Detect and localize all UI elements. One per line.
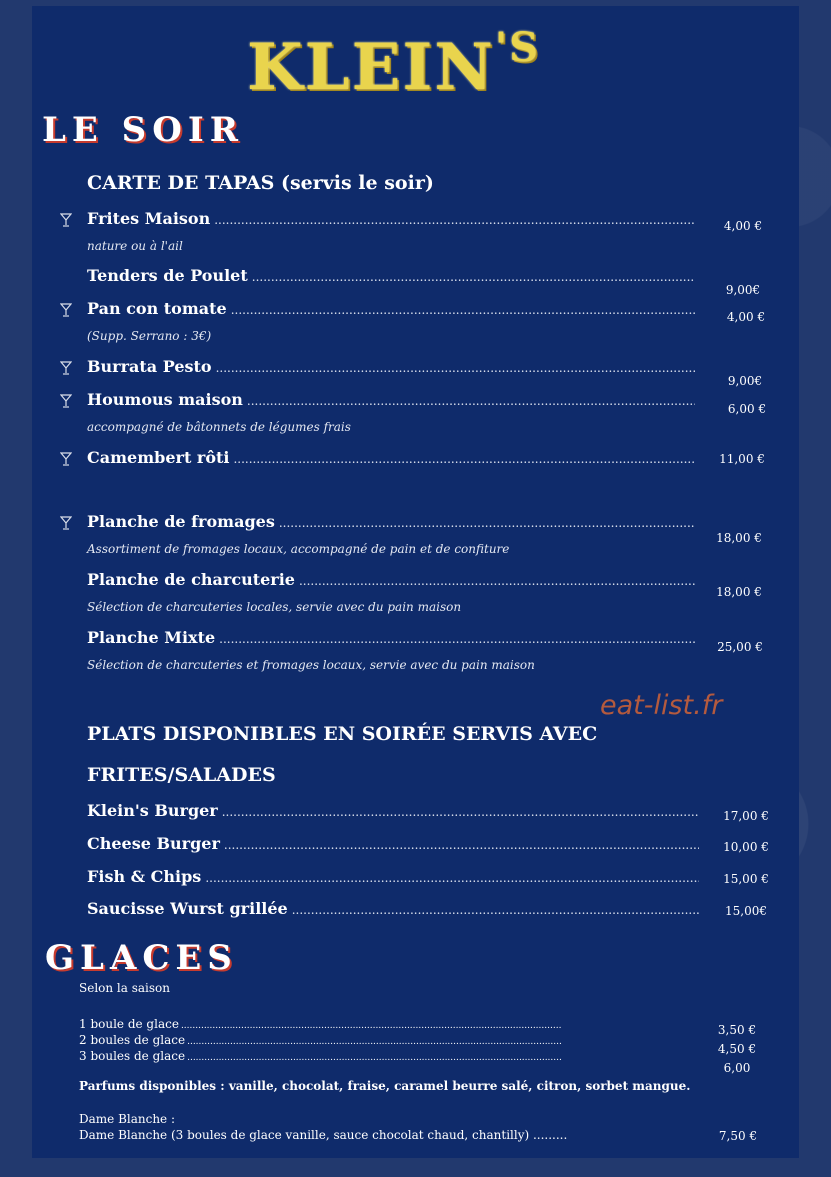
leader-dots (231, 303, 695, 317)
glaces-intro: Selon la saison (79, 981, 170, 995)
tapas-heading: CARTE DE TAPAS (servis le soir) (87, 172, 434, 194)
menu-item-name: Planche de charcuterie (87, 570, 295, 589)
plat-item-price: 15,00 € (723, 872, 769, 886)
menu-item-price: 18,00 € (716, 585, 762, 599)
menu-item (87, 266, 695, 288)
logo-text: KLEIN (247, 30, 495, 105)
menu-item (87, 628, 695, 650)
menu-item (87, 448, 695, 470)
menu-item-name: Camembert rôti (87, 448, 230, 467)
menu-item-price: 25,00 € (717, 640, 763, 654)
leader-dots (187, 1050, 561, 1066)
leader-dots (252, 270, 695, 284)
dame-blanche-price: 7,50 € (718, 1129, 758, 1143)
plat-item-price: 17,00 € (723, 809, 769, 823)
glace-item (79, 1048, 561, 1064)
plat-item (87, 801, 699, 823)
menu-item (87, 209, 695, 231)
glace-item-name: 3 boules de glace (79, 1049, 186, 1063)
menu-item-name: Tenders de Poulet (87, 266, 248, 285)
glace-item-name: 2 boules de glace (79, 1033, 186, 1047)
logo (247, 24, 540, 112)
menu-item-description: Sélection de charcuteries locales, servie avec du pain maison (87, 600, 462, 614)
cocktail-glass-icon (60, 452, 72, 466)
menu-item-name: Houmous maison (87, 390, 243, 409)
leader-dots (214, 213, 695, 227)
plat-item-price: 10,00 € (723, 840, 769, 854)
leader-dots (233, 452, 695, 466)
plat-item (87, 899, 699, 921)
plats-heading-line1: PLATS DISPONIBLES EN SOIRÉE SERVIS AVEC (87, 723, 598, 745)
leader-dots (292, 903, 699, 917)
watermark: eat-list.fr (600, 690, 723, 721)
glace-item-name: 1 boule de glace (79, 1017, 179, 1031)
leader-dots (279, 516, 695, 530)
menu-item-description: nature ou à l'ail (87, 239, 183, 253)
cocktail-glass-icon (60, 361, 72, 375)
glace-item (79, 1032, 561, 1048)
cocktail-glass-icon (60, 516, 72, 530)
leader-dots (247, 394, 695, 408)
plats-heading-line2: FRITES/SALADES (87, 764, 276, 786)
menu-item-price: 4,00 € (723, 219, 763, 233)
plat-item (87, 867, 699, 889)
plat-item-name: Cheese Burger (87, 834, 220, 853)
cocktail-glass-icon (60, 394, 72, 408)
glace-item-price: 4,50 € (717, 1042, 757, 1056)
menu-item-description: (Supp. Serrano : 3€) (87, 329, 212, 343)
leader-dots (219, 632, 695, 646)
dame-blanche-desc: Dame Blanche (3 boules de glace vanille, sauce chocolat chaud, chantilly) ......... (79, 1128, 568, 1142)
menu-item-price: 6,00 € (727, 402, 767, 416)
menu-item (87, 357, 695, 379)
section-title-le-soir: LE SOIR (42, 110, 244, 150)
menu-item-name: Planche de fromages (87, 512, 275, 531)
plat-item-name: Saucisse Wurst grillée (87, 899, 288, 918)
leader-dots (224, 838, 699, 852)
menu-item (87, 299, 695, 321)
menu-item-name: Frites Maison (87, 209, 211, 228)
menu-item-price: 11,00 € (719, 452, 765, 466)
menu-item-name: Pan con tomate (87, 299, 227, 318)
menu-item (87, 512, 695, 534)
cocktail-glass-icon (60, 303, 72, 317)
parfums-text: Parfums disponibles : vanille, chocolat, fraise, caramel beurre salé, citron, sorbet mangue. (79, 1079, 691, 1093)
leader-dots (205, 871, 699, 885)
plat-item-price: 15,00€ (725, 904, 767, 918)
leader-dots (299, 574, 695, 588)
cocktail-glass-icon (60, 213, 72, 227)
section-title-glaces: GLACES (45, 938, 238, 978)
dame-blanche-label: Dame Blanche : (79, 1112, 176, 1126)
plat-item-name: Fish & Chips (87, 867, 202, 886)
glace-item-price: 6,00 (723, 1061, 751, 1075)
menu-item-name: Planche Mixte (87, 628, 216, 647)
plat-item-name: Klein's Burger (87, 801, 218, 820)
menu-item-price: 18,00 € (716, 531, 762, 545)
glace-item-price: 3,50 € (717, 1023, 757, 1037)
menu-item (87, 570, 695, 592)
menu-item (87, 390, 695, 412)
glace-item (79, 1016, 561, 1032)
menu-item-price: 9,00€ (725, 283, 761, 297)
leader-dots (222, 805, 699, 819)
menu-item-description: Sélection de charcuteries et fromages locaux, servie avec du pain maison (87, 658, 535, 672)
logo-suffix: 'S (494, 24, 540, 71)
menu-item-name: Burrata Pesto (87, 357, 212, 376)
menu-item-description: Assortiment de fromages locaux, accompagné de pain et de confiture (87, 542, 510, 556)
plat-item (87, 834, 699, 856)
menu-item-price: 4,00 € (726, 310, 766, 324)
menu-item-description: accompagné de bâtonnets de légumes frais (87, 420, 351, 434)
leader-dots (216, 361, 695, 375)
menu-item-price: 9,00€ (727, 374, 763, 388)
